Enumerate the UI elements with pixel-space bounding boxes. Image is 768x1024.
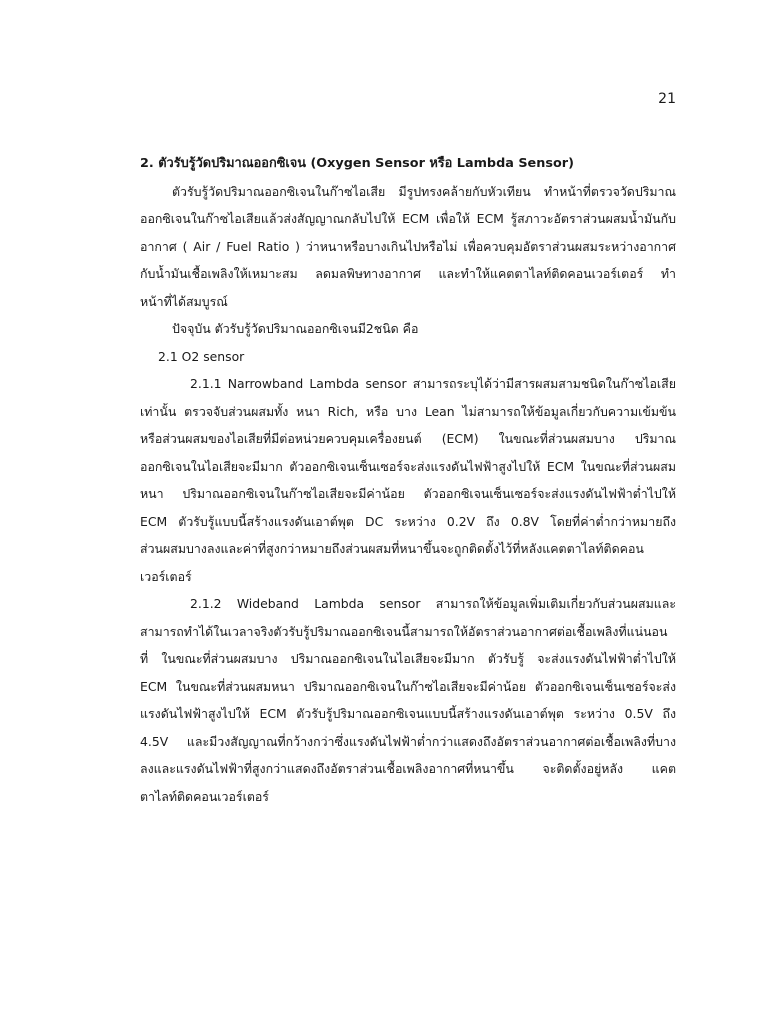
paragraph-line: ที่ ในขณะที่ส่วนผสมบาง ปริมาณออกซิเจนในไอเสียจะมีมาก ตัวรับรู้ จะส่งแรงดันไฟฟ้าต่ำไปให้ <box>140 651 676 666</box>
paragraph-line: หน้าที่ได้สมบูรณ์ <box>140 293 228 309</box>
paragraph-line: กับน้ำมันเชื้อเพลิงให้เหมาะสม ลดมลพิษทางอากาศ และทำให้แคตตาไลท์ติดคอนเวอร์เตอร์ ทำ <box>140 266 676 281</box>
paragraph-line: ECM ในขณะที่ส่วนผสมหนา ปริมาณออกซิเจนในก๊าซไอเสียจะมีค่าน้อย ตัวออกซิเจนเซ็นเซอร์จะส่ง <box>140 678 676 694</box>
page-number: 21 <box>658 91 676 107</box>
paragraph-line: ตัวรับรู้วัดปริมาณออกซิเจนในก๊าซไอเสีย มีรูปทรงคล้ายกับหัวเทียน ทำหน้าที่ตรวจวัดปริมาณ <box>172 183 676 199</box>
paragraph-line: ตาไลท์ติดคอนเวอร์เตอร์ <box>140 788 269 804</box>
subsection-title: 2.1 O2 sensor <box>158 348 245 364</box>
paragraph-line: ออกซิเจนในไอเสียจะมีมาก ตัวออกซิเจนเซ็นเซอร์จะส่งแรงดันไฟฟ้าสูงไปให้ ECM ในขณะที่ส่วนผสม <box>140 458 676 474</box>
paragraph-line: แรงดันไฟฟ้าสูงไปให้ ECM ตัวรับรู้ปริมาณออกซิเจนแบบนี้สร้างแรงดันเอาต์พุต ระหว่าง 0.5V ถึง <box>140 706 676 721</box>
paragraph-line: อากาศ ( Air / Fuel Ratio ) ว่าหนาหรือบางเกินไปหรือไม่ เพื่อควบคุมอัตราส่วนผสมระหว่างอากาศ <box>140 238 676 254</box>
types-line: ปัจจุบัน ตัวรับรู้วัดปริมาณออกซิเจนมี2ชนิด คือ <box>172 321 419 336</box>
paragraph-line: ECM ตัวรับรู้แบบนี้สร้างแรงดันเอาต์พุต DC ระหว่าง 0.2V ถึง 0.8V โดยที่ค่าต่ำกว่าหมายถึง <box>140 513 676 529</box>
paragraph-line: ออกซิเจนในก๊าซไอเสียแล้วส่งสัญญาณกลับไปให้ ECM เพื่อให้ ECM รู้สภาวะอัตราส่วนผสมน้ำมันกับ <box>140 211 676 226</box>
paragraph-line: หนา ปริมาณออกซิเจนในก๊าซไอเสียจะมีค่าน้อย ตัวออกซิเจนเซ็นเซอร์จะส่งแรงดันไฟฟ้าต่ำไปให้ <box>140 486 676 501</box>
paragraph-line: 2.1.2 Wideband Lambda sensor สามารถให้ข้อมูลเพิ่มเติมเกี่ยวกับส่วนผสมและ <box>190 596 676 611</box>
section-body <box>140 150 676 810</box>
paragraph-line: ลงและแรงดันไฟฟ้าที่สูงกว่าแสดงถึงอัตราส่วนเชื้อเพลิงอากาศที่หนาขึ้น จะติดตั้งอยู่หลัง แคต <box>140 761 676 776</box>
paragraph-line: สามารถทำได้ในเวลาจริงตัวรับรู้ปริมาณออกซิเจนนี้สามารถให้อัตราส่วนอากาศต่อเชื้อเพลิงที่แน่นอน <box>140 623 668 639</box>
paragraph-line: 4.5V และมีวงสัญญาณที่กว้างกว่าซึ่งแรงดันไฟฟ้าต่ำกว่าแสดงถึงอัตราส่วนอากาศต่อเชื้อเพลิงที่บาง <box>140 733 676 749</box>
paragraph-line: เท่านั้น ตรวจจับส่วนผสมทั้ง หนา Rich, หรือ บาง Lean ไม่สามารถให้ข้อมูลเกี่ยวกับความเข้มข้น <box>140 403 676 419</box>
paragraph-line: หรือส่วนผสมของไอเสียที่มีต่อหน่วยควบคุมเครื่องยนต์ (ECM) ในขณะที่ส่วนผสมบาง ปริมาณ <box>140 431 676 446</box>
paragraph-line: เวอร์เตอร์ <box>140 568 192 584</box>
paragraph-line: 2.1.1 Narrowband Lambda sensor สามารถระบุได้ว่ามีสารผสมสามชนิดในก๊าซไอเสีย <box>190 376 676 391</box>
section-heading: 2. ตัวรับรู้วัดปริมาณออกซิเจน (Oxygen Sensor หรือ Lambda Sensor) <box>140 156 574 171</box>
paragraph-line: ส่วนผสมบางลงและค่าที่สูงกว่าหมายถึงส่วนผสมที่หนาขึ้นจะถูกติดตั้งไว้ที่หลังแคตตาไลท์ติดคอน <box>140 541 644 556</box>
